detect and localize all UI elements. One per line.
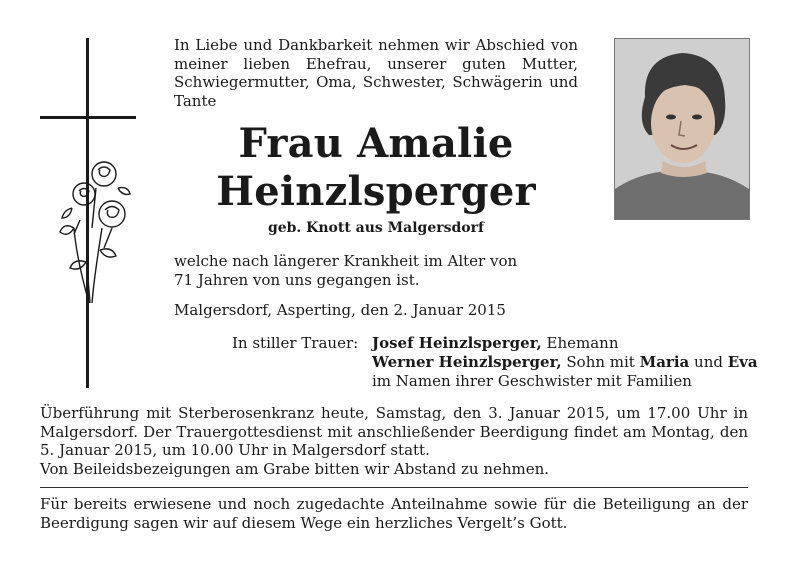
mourner-relation: Ehemann xyxy=(541,334,619,352)
illness-line-1: welche nach längerer Krankheit im Alter von xyxy=(174,252,518,270)
mourner-line-2 xyxy=(372,353,758,372)
illness-text xyxy=(174,252,578,290)
transfer-text: Überführung mit Sterberosenkranz heute, Samstag, den 3. Januar 2015, um 17.00 Uhr in Malgersdorf. Der Trauergottesdienst mit anschließender Beerdigung findet am Montag, den 5. Januar 2015, um 10.00 Uhr in Malgersdorf statt. xyxy=(40,404,748,459)
portrait-image xyxy=(615,39,749,219)
deceased-last-name: Heinzlsperger xyxy=(216,168,536,215)
mourners-list xyxy=(372,334,758,391)
mourner-name: Eva xyxy=(727,353,758,371)
intro-text: In Liebe und Dankbarkeit nehmen wir Abschied von meiner lieben Ehefrau, unserer guten Mutter, Schwiegermutter, Oma, Schwester, Schwägerin und Tante xyxy=(174,36,578,110)
mourner-relation: Sohn mit xyxy=(561,353,640,371)
mourner-name: Maria xyxy=(639,353,690,371)
mourner-name: Werner Heinzlsperger, xyxy=(372,353,562,371)
roses-illustration xyxy=(52,158,138,308)
mourner-conjunction: und xyxy=(689,353,728,371)
mourner-line-3: im Namen ihrer Geschwister mit Familien xyxy=(372,372,692,390)
divider xyxy=(40,487,748,488)
mourner-name: Josef Heinzlsperger, xyxy=(372,334,542,352)
mourner-line-1 xyxy=(372,334,758,353)
cross-horizontal xyxy=(40,116,136,119)
deceased-first-name: Frau Amalie xyxy=(238,120,514,167)
place-date: Malgersdorf, Asperting, den 2. Januar 2015 xyxy=(174,301,506,319)
mourning-label: In stiller Trauer: xyxy=(232,334,359,352)
thanks-text: Für bereits erwiesene und noch zugedachte Anteilnahme sowie für die Beteiligung an der Beerdigung sagen wir auf diesem Wege ein herzliches Vergelt’s Gott. xyxy=(40,495,748,532)
birth-name: geb. Knott aus Malgersdorf xyxy=(267,220,485,236)
illness-line-2: 71 Jahren von uns gegangen ist. xyxy=(174,271,420,289)
condolence-text: Von Beileidsbezeigungen am Grabe bitten wir Abstand zu nehmen. xyxy=(40,460,550,478)
portrait-photo xyxy=(614,38,750,220)
